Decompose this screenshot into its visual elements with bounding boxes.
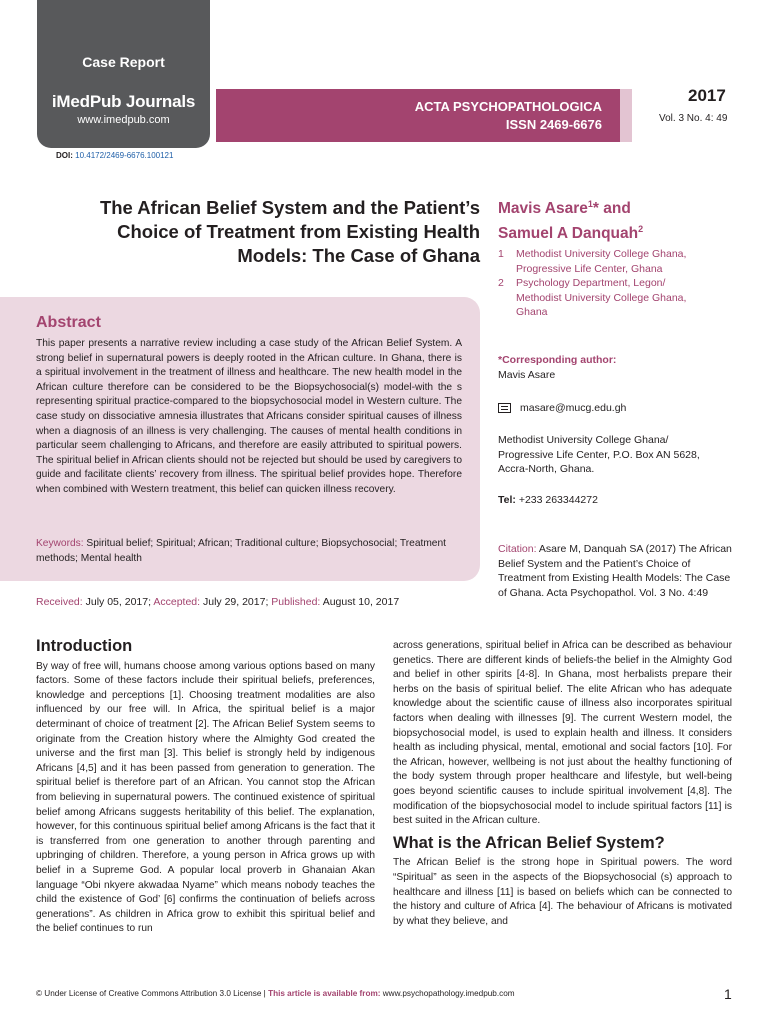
tel-label: Tel: [498, 494, 516, 506]
affiliations [498, 247, 748, 320]
author-affil-mark: 1 [587, 199, 593, 209]
author-line [498, 194, 748, 219]
title-line: The African Belief System and the Patient’s [99, 197, 480, 218]
affiliation-number: 2 [498, 277, 504, 290]
telephone [498, 493, 748, 508]
journal-banner [216, 89, 620, 142]
banner-journal-title: ACTA PSYCHOPATHOLOGICA [414, 99, 602, 114]
body-paragraph: By way of free will, humans choose among various options based on many factors. Some of these factors include their spiritual beliefs, preferences, knowledge and perceptions [1]. Choosing treatment modalities are also influenced by our free will. In Africa, the spiritual belief is a major determinant of choice of treatment [2]. The African Belief System seems to originate from the Creation history where the Almighty God created the universe and the first man [3]. This belief is strongly held by indigenous Africans [4,5] and it has been passed from generation to generation. The spiritual belief is therefore part of an African. You cannot stop the African from believing in supernatural powers. The continued existence of spiritual belief among Africans suggests heritability of this belief. The explanation, however, for this continuous spiritual belief among Africans is the fact that it is transferred from one generation to another through parenting and upbringing of children. Therefore, a young person in Africa grows up with belief in a Supreme God. A popular local proverb in Ghanaian Akan language “Obi nkyere akwadaa Nyame” which means nobody teaches the child the existence of God’ [6] confirms the continuation of beliefs across generations”. As children in Africa grow to exhibit this spiritual belief and the belief continues to run [36, 660, 375, 935]
title-line: Models: The Case of Ghana [237, 245, 480, 266]
citation [498, 542, 738, 600]
affiliation-line: Ghana [516, 306, 548, 319]
section-heading: Introduction [36, 637, 133, 655]
author-name: Mavis Asare [498, 200, 588, 218]
affiliation-line: Progressive Life Center, Ghana [516, 262, 663, 275]
citation-text: Asare M, Danquah SA (2017) The African Belief System and the Patient’s Choice of Treatment from Existing Health Models: The Case of Ghana. Acta Psychopathol. Vol. 3 No. 4:49 [498, 543, 732, 599]
email-row [498, 401, 748, 416]
issue-volume: Vol. 3 No. 4: 49 [659, 113, 728, 124]
body-column-right [393, 639, 732, 929]
publication-dates [36, 596, 399, 608]
banner-issn: ISSN 2469-6676 [505, 117, 602, 132]
body-paragraph: across generations, spiritual belief in Africa can be described as behaviour genetics. There are different kinds of beliefs-the belief in the Almighty God and belief in other spirits [4-8]. In Ghana, most herbalists prepare their herbs on the basis of spiritual belief. The elite African who has adequate knowledge about the scientific cause of illness also incorporates spiritual factors when dealing with illnesses [9]. The current Western model, the biopsychosocial model, is used to explain health and illness. It considers health as including physical, mental, emotional and social factors [10]. For the African, however, wellbeing is not just about the healthy functioning of the body system through proper healthcare and lifestyle, but well-being goes beyond scientific causes to include spiritual involvement [4,8]. The modification of the biopsychosocial model to include spiritual factors [11] is best suited in the African culture. [393, 640, 732, 827]
received-date: July 05, 2017; [85, 596, 152, 608]
tel-number: +233 263344272 [518, 494, 598, 506]
doi-line [56, 151, 173, 160]
available-url[interactable]: www.psychopathology.imedpub.com [382, 989, 515, 998]
doi-link[interactable]: 10.4172/2469-6676.100121 [75, 151, 174, 160]
mail-icon [498, 403, 511, 413]
email-address[interactable]: masare@mucg.edu.gh [520, 402, 627, 414]
corresponding-name: Mavis Asare [498, 368, 556, 381]
doi-label: DOI: [56, 151, 73, 160]
banner-accent [620, 89, 632, 142]
license-text: © Under License of Creative Commons Attribution 3.0 License | [36, 989, 266, 998]
keywords [36, 537, 462, 566]
article-type: Case Report [82, 54, 165, 70]
page-footer [36, 989, 515, 998]
postal-address [498, 433, 748, 477]
published-date: August 10, 2017 [322, 596, 400, 608]
keywords-label: Keywords: [36, 538, 84, 549]
address-line: Progressive Life Center, P.O. Box AN 5628, [498, 448, 700, 461]
publisher-name: iMedPub Journals [51, 92, 196, 111]
published-label: Published: [271, 596, 321, 608]
issue-year: 2017 [688, 86, 726, 105]
publisher-url[interactable]: www.imedpub.com [77, 114, 170, 126]
citation-label: Citation: [498, 543, 537, 555]
accepted-label: Accepted: [153, 596, 201, 608]
journal-badge [37, 0, 210, 148]
title-line: Choice of Treatment from Existing Health [117, 221, 480, 242]
section-heading: What is the African Belief System? [393, 833, 665, 852]
article-title [40, 196, 480, 268]
body-column-left [36, 639, 375, 937]
address-line: Accra-North, Ghana. [498, 463, 595, 476]
author-list [498, 194, 748, 244]
page-number: 1 [724, 986, 732, 1002]
affiliation-line: Methodist University College Ghana, [516, 291, 687, 304]
affiliation-line: Methodist University College Ghana, [516, 248, 687, 260]
keywords-text: Spiritual belief; Spiritual; African; Traditional culture; Biopsychosocial; Treatment methods; Mental health [36, 538, 446, 564]
author-separator: * and [592, 200, 631, 218]
affiliation-number: 1 [498, 248, 504, 260]
available-label: This article is available from: [268, 989, 381, 998]
affiliation-line: Psychology Department, Legon/ [516, 277, 666, 290]
corresponding-label: *Corresponding author: [498, 354, 617, 366]
author-line [498, 219, 748, 244]
author-name: Samuel A Danquah [498, 225, 639, 243]
affiliation-item [498, 247, 748, 276]
abstract-box [0, 297, 480, 581]
address-line: Methodist University College Ghana/ [498, 434, 669, 446]
corresponding-author [498, 353, 748, 382]
author-affil-mark: 2 [638, 224, 644, 235]
received-label: Received: [36, 596, 83, 608]
body-paragraph: The African Belief is the strong hope in Spiritual powers. The word “Spiritual” as seen in the aspects of the Biopsychosocial (s) approach to healthcare and illness [11] is based on beliefs which can be connected to the history and culture of Africa [4]. The behaviour of Africans is motivated by what they believe, and [393, 857, 732, 927]
abstract-heading: Abstract [36, 314, 101, 331]
affiliation-item [498, 276, 748, 320]
accepted-date: July 29, 2017; [202, 596, 269, 608]
abstract-text: This paper presents a narrative review including a case study of the African Belief System. A strong belief in supernatural powers is deeply rooted in the African culture. In Ghana, there is a spiritual involvement in the treatment of illness and healthcare. The new health model in the African culture therefore can be considered to be the Biopsychosocial(s) model-with the s representing spiritual practice-compared to the biopsychosocial model in Western culture. The case study on dissociative amnesia illustrates that Africans consider spiritual causes of illness when a diagnosis of an illness is very challenging. The causes of mental health conditions in particular seem challenging to Africans, and therefore are easily attributed to spiritual powers. The spiritual belief in African clients should not be rejected but should be used by caregivers to guide and facilitate clients’ recovery from illness. The spiritual belief provides hope. Therefore when combined with Western treatment, this belief can quicken illness recovery. [36, 338, 462, 495]
